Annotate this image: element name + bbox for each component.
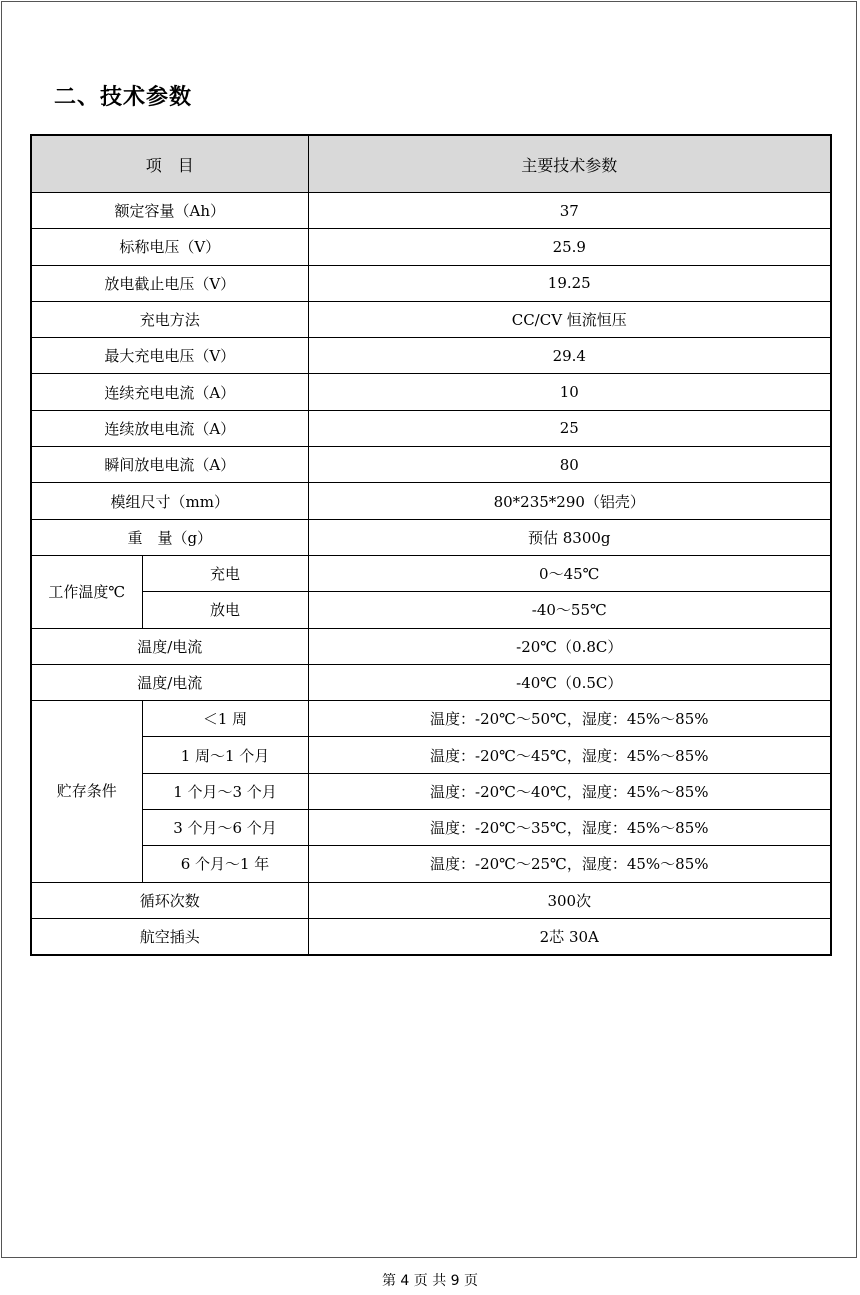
table-row <box>31 229 831 265</box>
row-value: 29.4 <box>308 338 831 374</box>
row-value: -20℃（0.8C） <box>308 628 831 664</box>
table-row <box>31 592 831 628</box>
table-row <box>31 628 831 664</box>
table-row <box>31 846 831 882</box>
table-header-row <box>31 135 831 193</box>
table-row <box>31 664 831 700</box>
row-label: 重 量（g） <box>31 519 308 555</box>
table-row <box>31 374 831 410</box>
row-label: 温度/电流 <box>31 628 308 664</box>
row-value: -40℃（0.5C） <box>308 664 831 700</box>
row-sublabel: 1 周～1 个月 <box>142 737 308 773</box>
table-row <box>31 810 831 846</box>
spec-table <box>30 134 832 956</box>
row-value: 300次 <box>308 882 831 918</box>
row-value: 37 <box>308 193 831 229</box>
row-label: 最大充电电压（V） <box>31 338 308 374</box>
section-title: 二、技术参数 <box>54 85 193 110</box>
row-label: 连续充电电流（A） <box>31 374 308 410</box>
work-temp-label: 工作温度℃ <box>31 555 142 628</box>
header-value: 主要技术参数 <box>308 135 831 193</box>
row-sublabel: ＜1 周 <box>142 701 308 737</box>
table-row <box>31 555 831 591</box>
row-sublabel: 放电 <box>142 592 308 628</box>
row-value: CC/CV 恒流恒压 <box>308 301 831 337</box>
table-row <box>31 410 831 446</box>
row-value: 温度：-20℃～50℃，湿度：45%～85% <box>308 701 831 737</box>
row-sublabel: 6 个月～1 年 <box>142 846 308 882</box>
row-sublabel: 充电 <box>142 555 308 591</box>
row-label: 额定容量（Ah） <box>31 193 308 229</box>
row-value: 80*235*290（铝壳） <box>308 483 831 519</box>
row-label: 模组尺寸（mm） <box>31 483 308 519</box>
row-label: 充电方法 <box>31 301 308 337</box>
table-row <box>31 338 831 374</box>
row-label: 标称电压（V） <box>31 229 308 265</box>
row-sublabel: 3 个月～6 个月 <box>142 810 308 846</box>
row-value: 温度：-20℃～45℃，湿度：45%～85% <box>308 737 831 773</box>
row-value: -40～55℃ <box>308 592 831 628</box>
table-row <box>31 519 831 555</box>
row-value: 预估 8300g <box>308 519 831 555</box>
table-row <box>31 483 831 519</box>
table-row <box>31 701 831 737</box>
table-row <box>31 918 831 955</box>
row-label: 瞬间放电电流（A） <box>31 447 308 483</box>
row-value: 10 <box>308 374 831 410</box>
row-value: 25.9 <box>308 229 831 265</box>
row-value: 19.25 <box>308 265 831 301</box>
row-value: 0～45℃ <box>308 555 831 591</box>
row-label: 循环次数 <box>31 882 308 918</box>
row-label: 放电截止电压（V） <box>31 265 308 301</box>
row-sublabel: 1 个月～3 个月 <box>142 773 308 809</box>
row-label: 航空插头 <box>31 918 308 955</box>
header-item: 项 目 <box>31 135 308 193</box>
row-label: 连续放电电流（A） <box>31 410 308 446</box>
table-row <box>31 773 831 809</box>
row-value: 2芯 30A <box>308 918 831 955</box>
row-label: 温度/电流 <box>31 664 308 700</box>
page-footer: 第 4 页 共 9 页 <box>381 1273 479 1289</box>
table-row <box>31 301 831 337</box>
row-value: 25 <box>308 410 831 446</box>
table-row <box>31 882 831 918</box>
row-value: 温度：-20℃～40℃，湿度：45%～85% <box>308 773 831 809</box>
table-row <box>31 265 831 301</box>
row-value: 温度：-20℃～25℃，湿度：45%～85% <box>308 846 831 882</box>
row-value: 80 <box>308 447 831 483</box>
table-row <box>31 193 831 229</box>
table-row <box>31 737 831 773</box>
storage-label: 贮存条件 <box>31 701 142 882</box>
table-row <box>31 447 831 483</box>
row-value: 温度：-20℃～35℃，湿度：45%～85% <box>308 810 831 846</box>
